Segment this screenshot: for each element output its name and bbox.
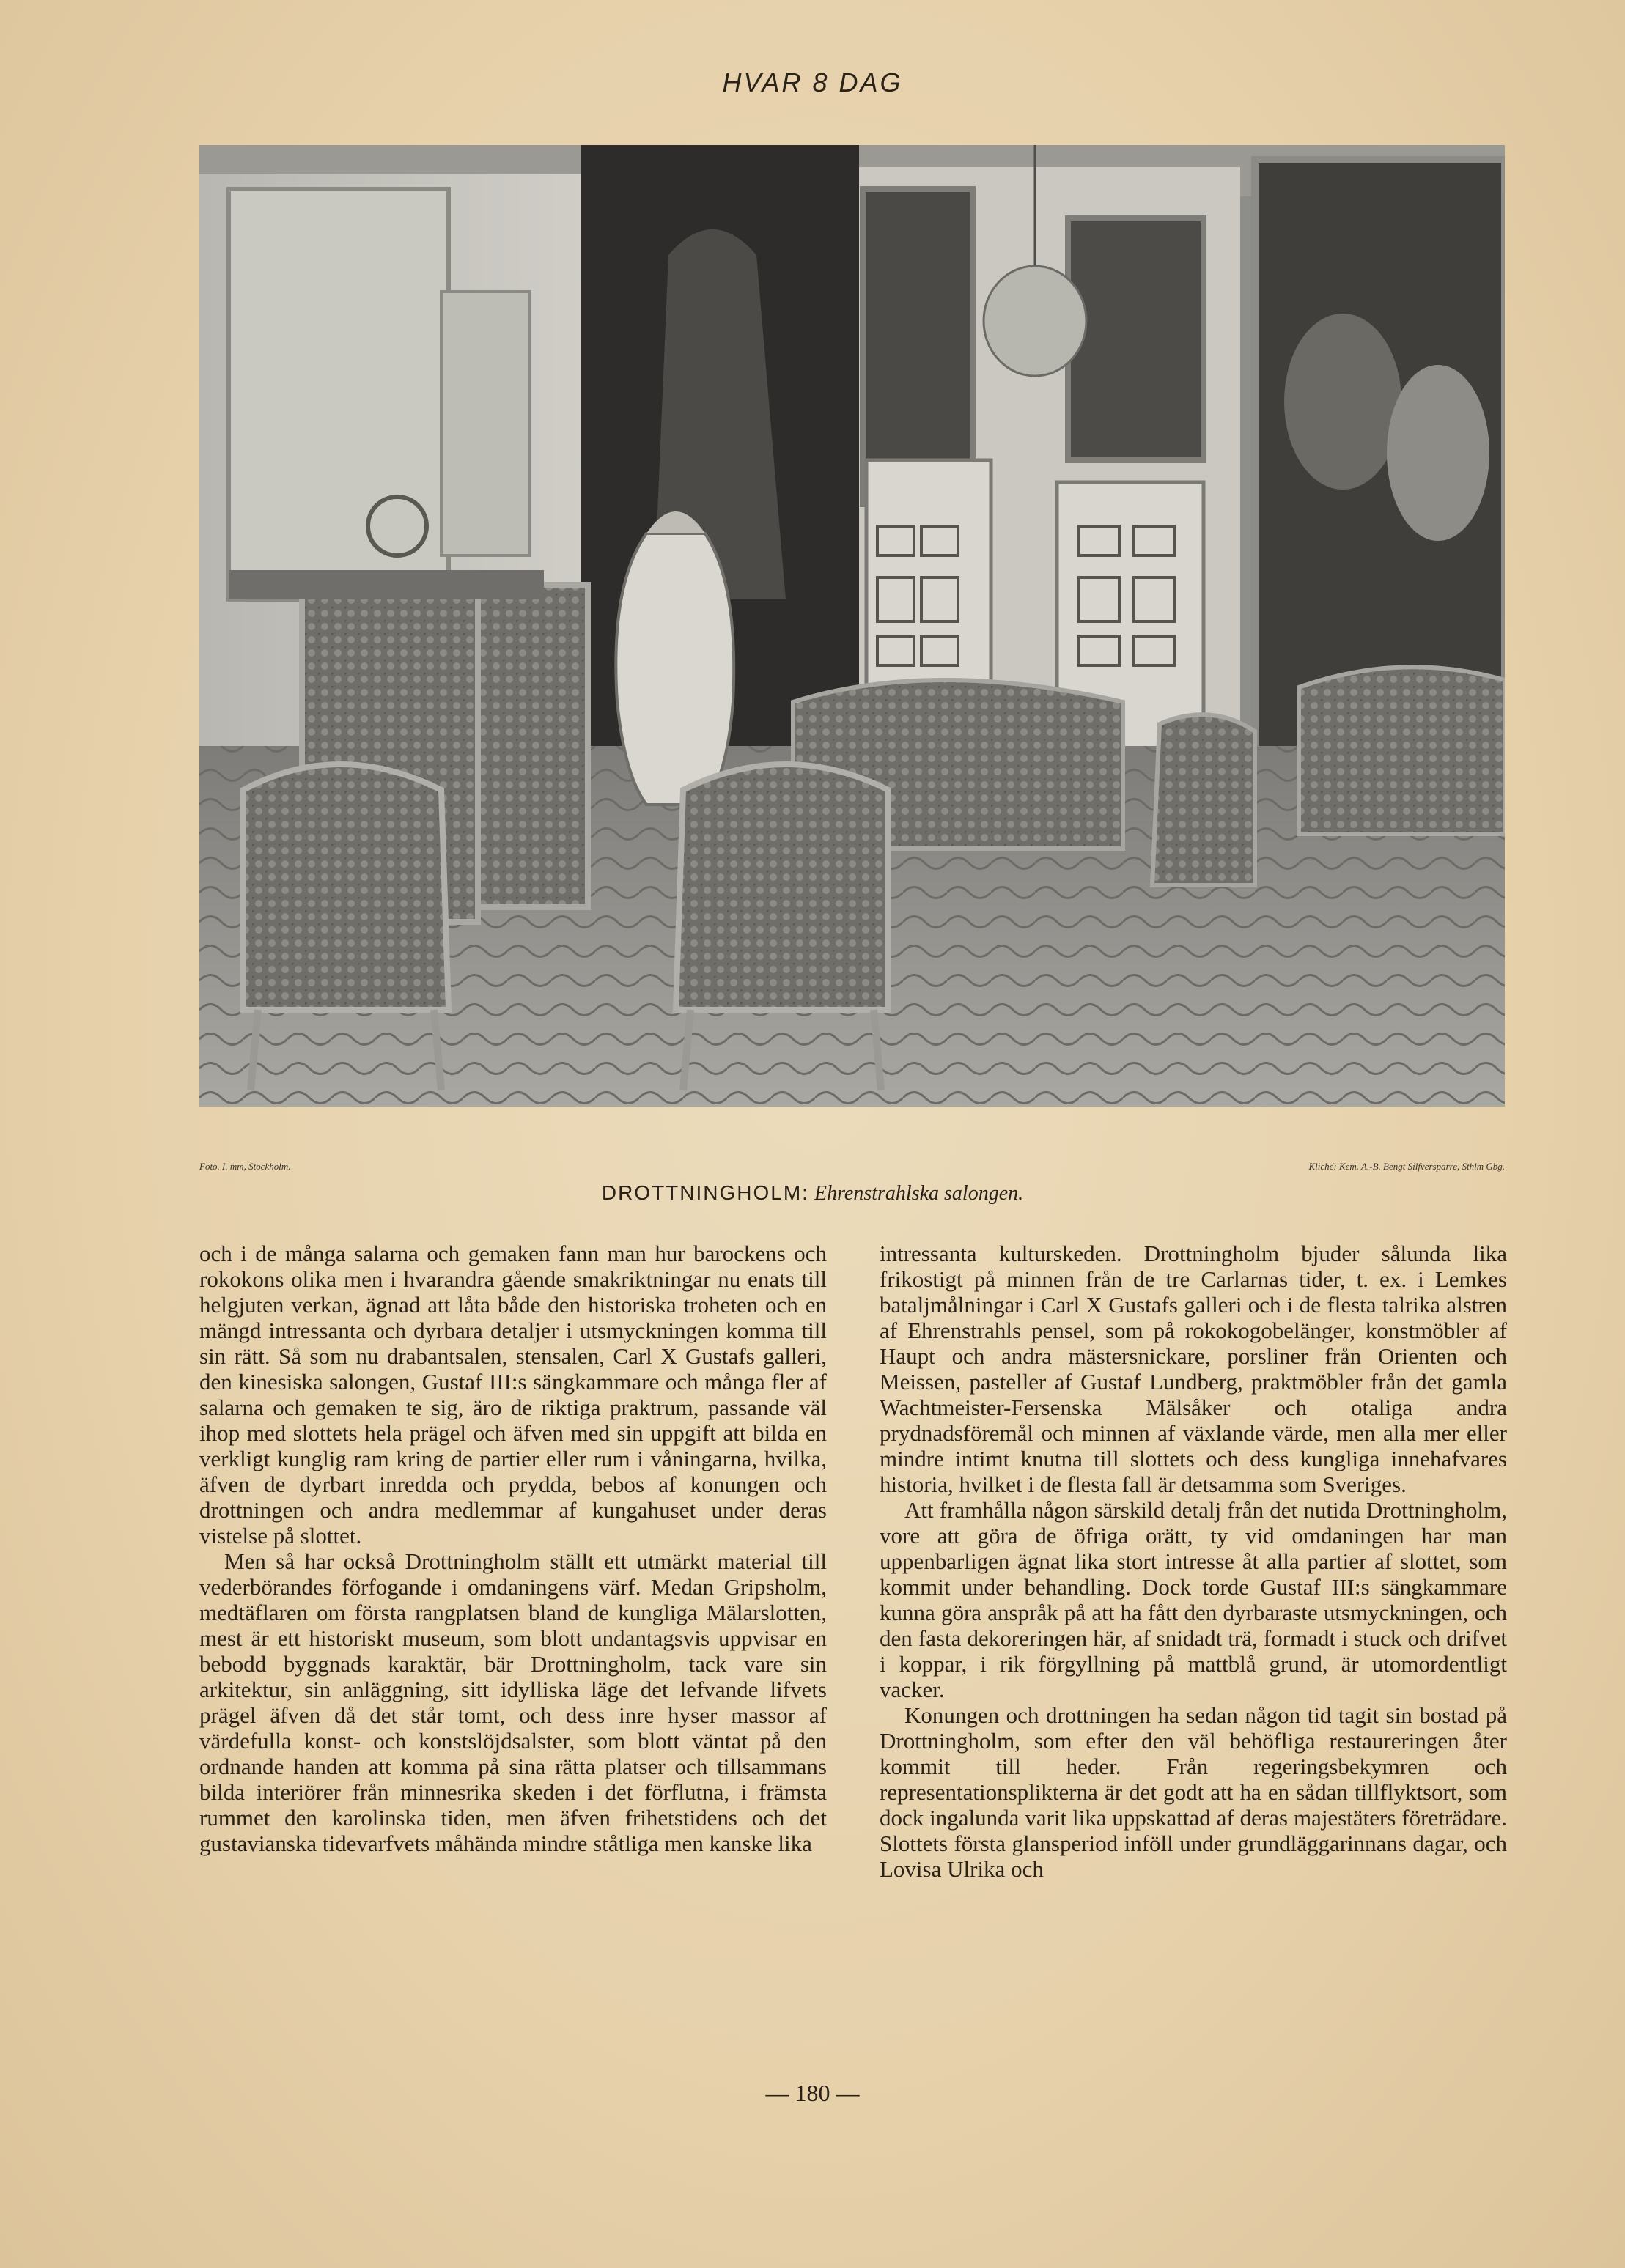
paragraph: Konungen och drottningen ha sedan någon tid tagit sin bostad på Drottningholm, som efter den väl behöfliga restaureringen åter kommit till heder. Från regeringsbekymren och representationsplikterna är det godt att ha en sådan tillflyktsort, som dock ingalunda varit lika uppskattad af deras majestäters företrädare. Slottets första glansperiod inföll under grundläggarinnans dagar, och Lovisa Ulrika och <box>880 1702 1507 1882</box>
caption-place: DROTTNINGHOLM: <box>601 1181 809 1204</box>
photo-credit: Foto. I. mm, Stockholm. <box>199 1161 291 1172</box>
paragraph: och i de många salarna och gemaken fann man hur barockens och rokokons olika men i hvarandra gående smakriktningar nu enats till helgjuten verkan, ägnad att låta både den historiska troheten och en mängd intressanta och dyrbara detaljer i utsmyckningen komma till sin rätt. Så som nu drabantsalen, stensalen, Carl X Gustafs galleri, den kinesiska salongen, Gustaf III:s sängkammare och många fler af salarna och gemaken te sig, äro de riktiga praktrum, passande väl ihop med slottets hela prägel och äfven med sin uppgift att bilda en verkligt kunglig ram kring de partier eller rum i våningarna, hvilka, äfven de dyrbart inredda och prydda, bebos af konungen och drottningen och andra medlemmar af kungahuset under deras vistelse på slottet. <box>199 1241 827 1548</box>
paragraph: Att framhålla någon särskild detalj från det nutida Drottningholm, vore att göra de öfriga orätt, ty vid omdaningen har man uppenbarligen ägnat lika stort intresse åt alla partier af slottet, som kommit under behandling. Dock torde Gustaf III:s sängkammare kunna göra anspråk på att ha fått den dyrbaraste utsmyckningen, och den fasta dekoreringen här, af snidadt trä, formadt i stuck och drifvet i koppar, i rik förgyllning på mattblå grund, är utomordentligt vacker. <box>880 1497 1507 1702</box>
left-text-column <box>199 1241 827 1856</box>
salon-photograph <box>199 145 1505 1107</box>
cliche-credit: Kliché: Kem. A.-B. Bengt Silfversparre, Sthlm Gbg. <box>1308 1161 1505 1172</box>
paragraph: intressanta kulturskeden. Drottningholm bjuder sålunda lika frikostigt på minnen från de tre Carlarnas tider, t. ex. i Lemkes bataljmålningar i Carl X Gustafs galleri och i de flesta talrika alstren af Ehrenstrahls pensel, som på rokokogobelänger, konstmöbler af Haupt och andra mästersnickare, porsliner från Orienten och Meissen, pasteller af Gustaf Lundberg, praktmöbler från det gamla Wachtmeister-Fersenska Mälsåker och otaliga andra prydnadsföremål och minnen af växlande värde, men alla mer eller mindre intimt knutna till slottets och dess kungliga innehafvares historia, hvilket i de flesta fall är detsamma som Sveriges. <box>880 1241 1507 1497</box>
salon-photo-drawing <box>199 145 1505 1107</box>
photo-caption <box>0 1181 1625 1205</box>
caption-room: Ehrenstrahlska salongen. <box>814 1182 1024 1205</box>
photo-credits <box>199 1161 1505 1178</box>
page-number: — 180 — <box>765 2080 860 2106</box>
right-text-column <box>880 1241 1507 1882</box>
running-header: HVAR 8 DAG <box>722 67 903 97</box>
paragraph: Men så har också Drottningholm ställt ett utmärkt material till vederbörandes förfogande i omdaningens värf. Medan Gripsholm, medtäflaren om första rangplatsen bland de kungliga Mälarslotten, mest är ett historiskt museum, som blott undantagsvis uppvisar en bebodd byggnads karaktär, bär Drottningholm, tack vare sin arkitektur, sin anläggning, sitt idylliska läge det lefvande lifvets prägel äfven då det står tomt, och dess inre hyser massor af värdefulla konst- och konstslöjdsalster, som blott väntat på den ordnande handen att komma på sina rätta platser och tillsammans bilda interiörer från minnesrika skeden i det förflutna, i främsta rummet den karolinska tiden, men äfven frihetstidens och det gustavianska tidevarfvets måhända mindre ståtliga men kanske lika <box>199 1548 827 1856</box>
